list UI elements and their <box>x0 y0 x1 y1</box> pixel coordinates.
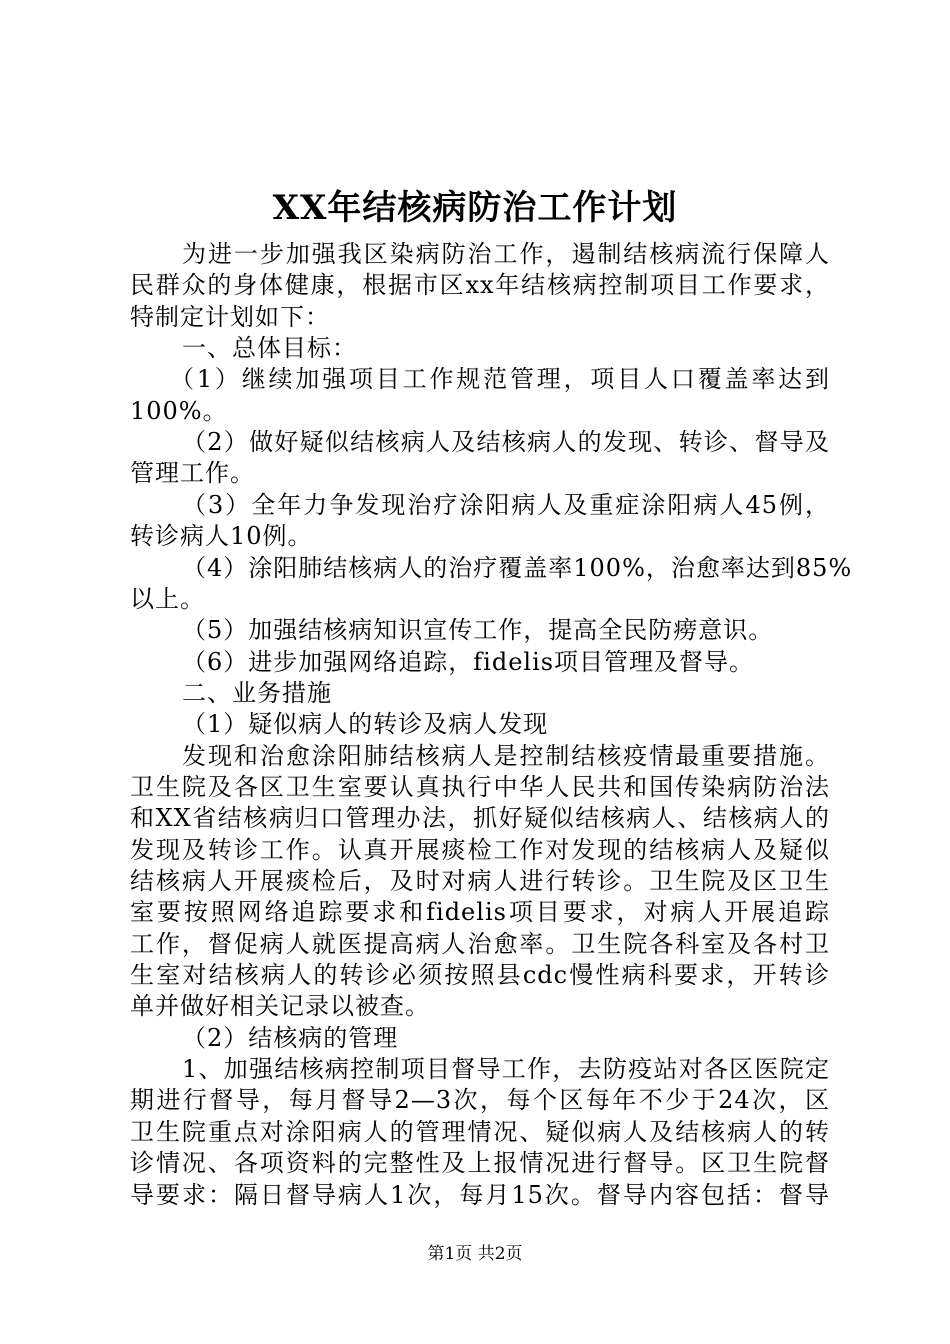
text-line: （2）结核病的管理 <box>182 1024 399 1052</box>
text-line: 和XX省结核病归口管理办法，抓好疑似结核病人、结核病人的 <box>130 804 830 832</box>
text-line: （2）做好疑似结核病人及结核病人的发现、转诊、督导及 <box>182 428 830 456</box>
text-line: （3）全年力争发现治疗涂阳病人及重症涂阳病人45例， <box>182 491 830 519</box>
text-line: 期进行督导，每月督导2—3次，每个区每年不少于24次，区 <box>130 1086 830 1114</box>
text-line: 单并做好相关记录以被查。 <box>130 992 430 1020</box>
text-line: 1、加强结核病控制项目督导工作，去防疫站对各区医院定 <box>182 1055 830 1083</box>
text-line: （5）加强结核病知识宣传工作，提高全民防痨意识。 <box>182 616 774 644</box>
text-line: 一、总体目标： <box>182 334 357 362</box>
page-footer: 第1页 共2页 <box>427 1244 523 1264</box>
text-line: （6）进步加强网络追踪，fidelis项目管理及督导。 <box>182 648 755 676</box>
text-line: 以上。 <box>130 585 205 613</box>
text-line: 发现和治愈涂阳肺结核病人是控制结核疫情最重要措施。 <box>182 742 830 770</box>
text-line: 卫生院重点对涂阳病人的管理情况、疑似病人及结核病人的转 <box>130 1118 830 1146</box>
text-line: 特制定计划如下： <box>130 303 330 331</box>
text-line: 100%。 <box>130 397 228 425</box>
text-line: 工作，督促病人就医提高病人治愈率。卫生院各科室及各村卫 <box>130 930 830 958</box>
text-line: （1）疑似病人的转诊及病人发现 <box>182 710 549 738</box>
text-line: 卫生院及各区卫生室要认真执行中华人民共和国传染病防治法 <box>130 773 830 801</box>
text-line: （4）涂阳肺结核病人的治疗覆盖率100%，治愈率达到85% <box>182 554 853 582</box>
text-line: 结核病人开展痰检后，及时对病人进行转诊。卫生院及区卫生 <box>130 867 830 895</box>
text-line: 导要求：隔日督导病人1次，每月15次。督导内容包括：督导 <box>130 1181 830 1209</box>
text-line: 生室对结核病人的转诊必须按照县cdc慢性病科要求，开转诊 <box>130 961 830 989</box>
text-line: 二、业务措施 <box>182 679 332 707</box>
text-line: 民群众的身体健康，根据市区xx年结核病控制项目工作要求， <box>130 271 830 299</box>
text-line: 诊情况、各项资料的完整性及上报情况进行督导。区卫生院督 <box>130 1149 830 1177</box>
document-title: XX年结核病防治工作计划 <box>272 188 678 228</box>
text-line: （1）继续加强项目工作规范管理，项目人口覆盖率达到 <box>170 365 830 393</box>
text-line: 管理工作。 <box>130 459 255 487</box>
text-line: 转诊病人10例。 <box>130 522 313 550</box>
text-line: 为进一步加强我区染病防治工作，遏制结核病流行保障人 <box>182 240 830 268</box>
text-line: 发现及转诊工作。认真开展痰检工作对发现的结核病人及疑似 <box>130 836 830 864</box>
text-line: 室要按照网络追踪要求和fidelis项目要求，对病人开展追踪 <box>130 898 830 926</box>
